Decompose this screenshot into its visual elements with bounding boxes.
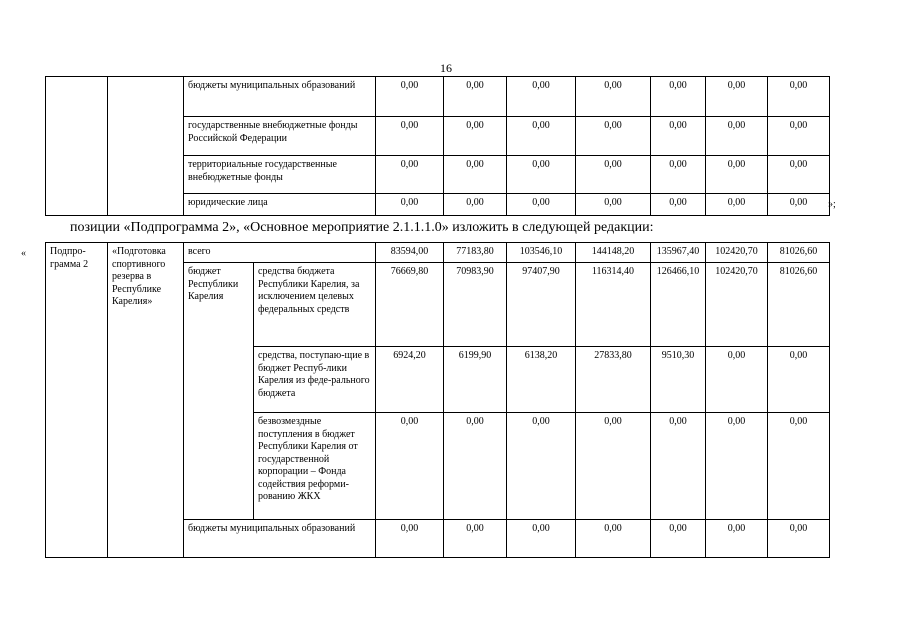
value-cell: 144148,20 [576,243,651,263]
value-cell: 0,00 [768,347,830,413]
value-cell: 103546,10 [507,243,576,263]
source-cell: юридические лица [184,194,376,216]
value-cell: 77183,80 [444,243,507,263]
value-cell: 0,00 [576,194,651,216]
value-cell: 135967,40 [651,243,706,263]
value-cell: 0,00 [706,77,768,117]
value-cell: 0,00 [444,520,507,558]
name-cell: «Подготовка спортивного резерва в Республике Карелия» [108,243,184,558]
amendment-sentence: позиции «Подпрограмма 2», «Основное мероприятие 2.1.1.1.0» изложить в следующей редакции: [70,220,654,235]
value-cell: 0,00 [444,117,507,156]
value-cell: 116314,40 [576,263,651,347]
value-cell: 0,00 [651,77,706,117]
value-cell: 0,00 [706,156,768,194]
value-cell: 0,00 [651,194,706,216]
source-cell: бюджеты муниципальных образований [184,77,376,117]
value-cell: 0,00 [706,347,768,413]
value-cell: 0,00 [507,194,576,216]
value-cell: 0,00 [507,117,576,156]
value-cell: 83594,00 [376,243,444,263]
closing-quote: »; [828,199,836,210]
source-cell: государственные внебюджетные фонды Российской Федерации [184,117,376,156]
value-cell: 0,00 [444,156,507,194]
value-cell: 6138,20 [507,347,576,413]
table-row [46,243,830,263]
value-cell: 0,00 [576,156,651,194]
value-cell: 27833,80 [576,347,651,413]
value-cell: 0,00 [706,520,768,558]
value-cell: 0,00 [507,77,576,117]
value-cell: 0,00 [706,117,768,156]
value-cell: 0,00 [706,413,768,520]
value-cell: 81026,60 [768,263,830,347]
value-cell: 0,00 [768,413,830,520]
value-cell: 102420,70 [706,263,768,347]
value-cell: 102420,70 [706,243,768,263]
source-cell: средства, поступаю-щие в бюджет Респуб-лики Карелия из феде-рального бюджета [254,347,376,413]
value-cell: 0,00 [507,156,576,194]
value-cell: 0,00 [507,413,576,520]
value-cell: 0,00 [376,520,444,558]
value-cell: 0,00 [768,77,830,117]
budget-label-cell: бюджет Республики Карелия [184,263,254,520]
value-cell: 9510,30 [651,347,706,413]
opening-quote: « [21,248,26,259]
source-cell: всего [184,243,376,263]
value-cell: 0,00 [444,194,507,216]
value-cell: 0,00 [376,156,444,194]
value-cell: 0,00 [576,77,651,117]
value-cell: 0,00 [376,117,444,156]
value-cell: 0,00 [768,117,830,156]
value-cell: 81026,60 [768,243,830,263]
status-cell [46,77,108,216]
value-cell: 0,00 [576,413,651,520]
source-cell: бюджеты муниципальных образований [184,520,376,558]
value-cell: 70983,90 [444,263,507,347]
value-cell: 126466,10 [651,263,706,347]
value-cell: 97407,90 [507,263,576,347]
value-cell: 0,00 [651,156,706,194]
funding-table-bottom [45,242,830,558]
source-cell: безвозмездные поступления в бюджет Республики Карелия от государственной корпорации – Фонда содействия реформи-рованию ЖКХ [254,413,376,520]
value-cell: 0,00 [444,413,507,520]
value-cell: 6199,90 [444,347,507,413]
value-cell: 0,00 [768,520,830,558]
value-cell: 0,00 [376,77,444,117]
source-cell: средства бюджета Республики Карелия, за исключением целевых федеральных средств [254,263,376,347]
value-cell: 0,00 [651,413,706,520]
funding-table-top [45,76,830,216]
value-cell: 0,00 [768,194,830,216]
value-cell: 6924,20 [376,347,444,413]
table-row [46,77,830,117]
value-cell: 0,00 [768,156,830,194]
value-cell: 0,00 [444,77,507,117]
name-cell [108,77,184,216]
value-cell: 0,00 [576,117,651,156]
status-cell: Подпро-грамма 2 [46,243,108,558]
value-cell: 0,00 [507,520,576,558]
value-cell: 0,00 [376,413,444,520]
value-cell: 76669,80 [376,263,444,347]
source-cell: территориальные государственные внебюджетные фонды [184,156,376,194]
value-cell: 0,00 [376,194,444,216]
page-number: 16 [440,61,452,75]
value-cell: 0,00 [651,117,706,156]
value-cell: 0,00 [706,194,768,216]
value-cell: 0,00 [651,520,706,558]
value-cell: 0,00 [576,520,651,558]
